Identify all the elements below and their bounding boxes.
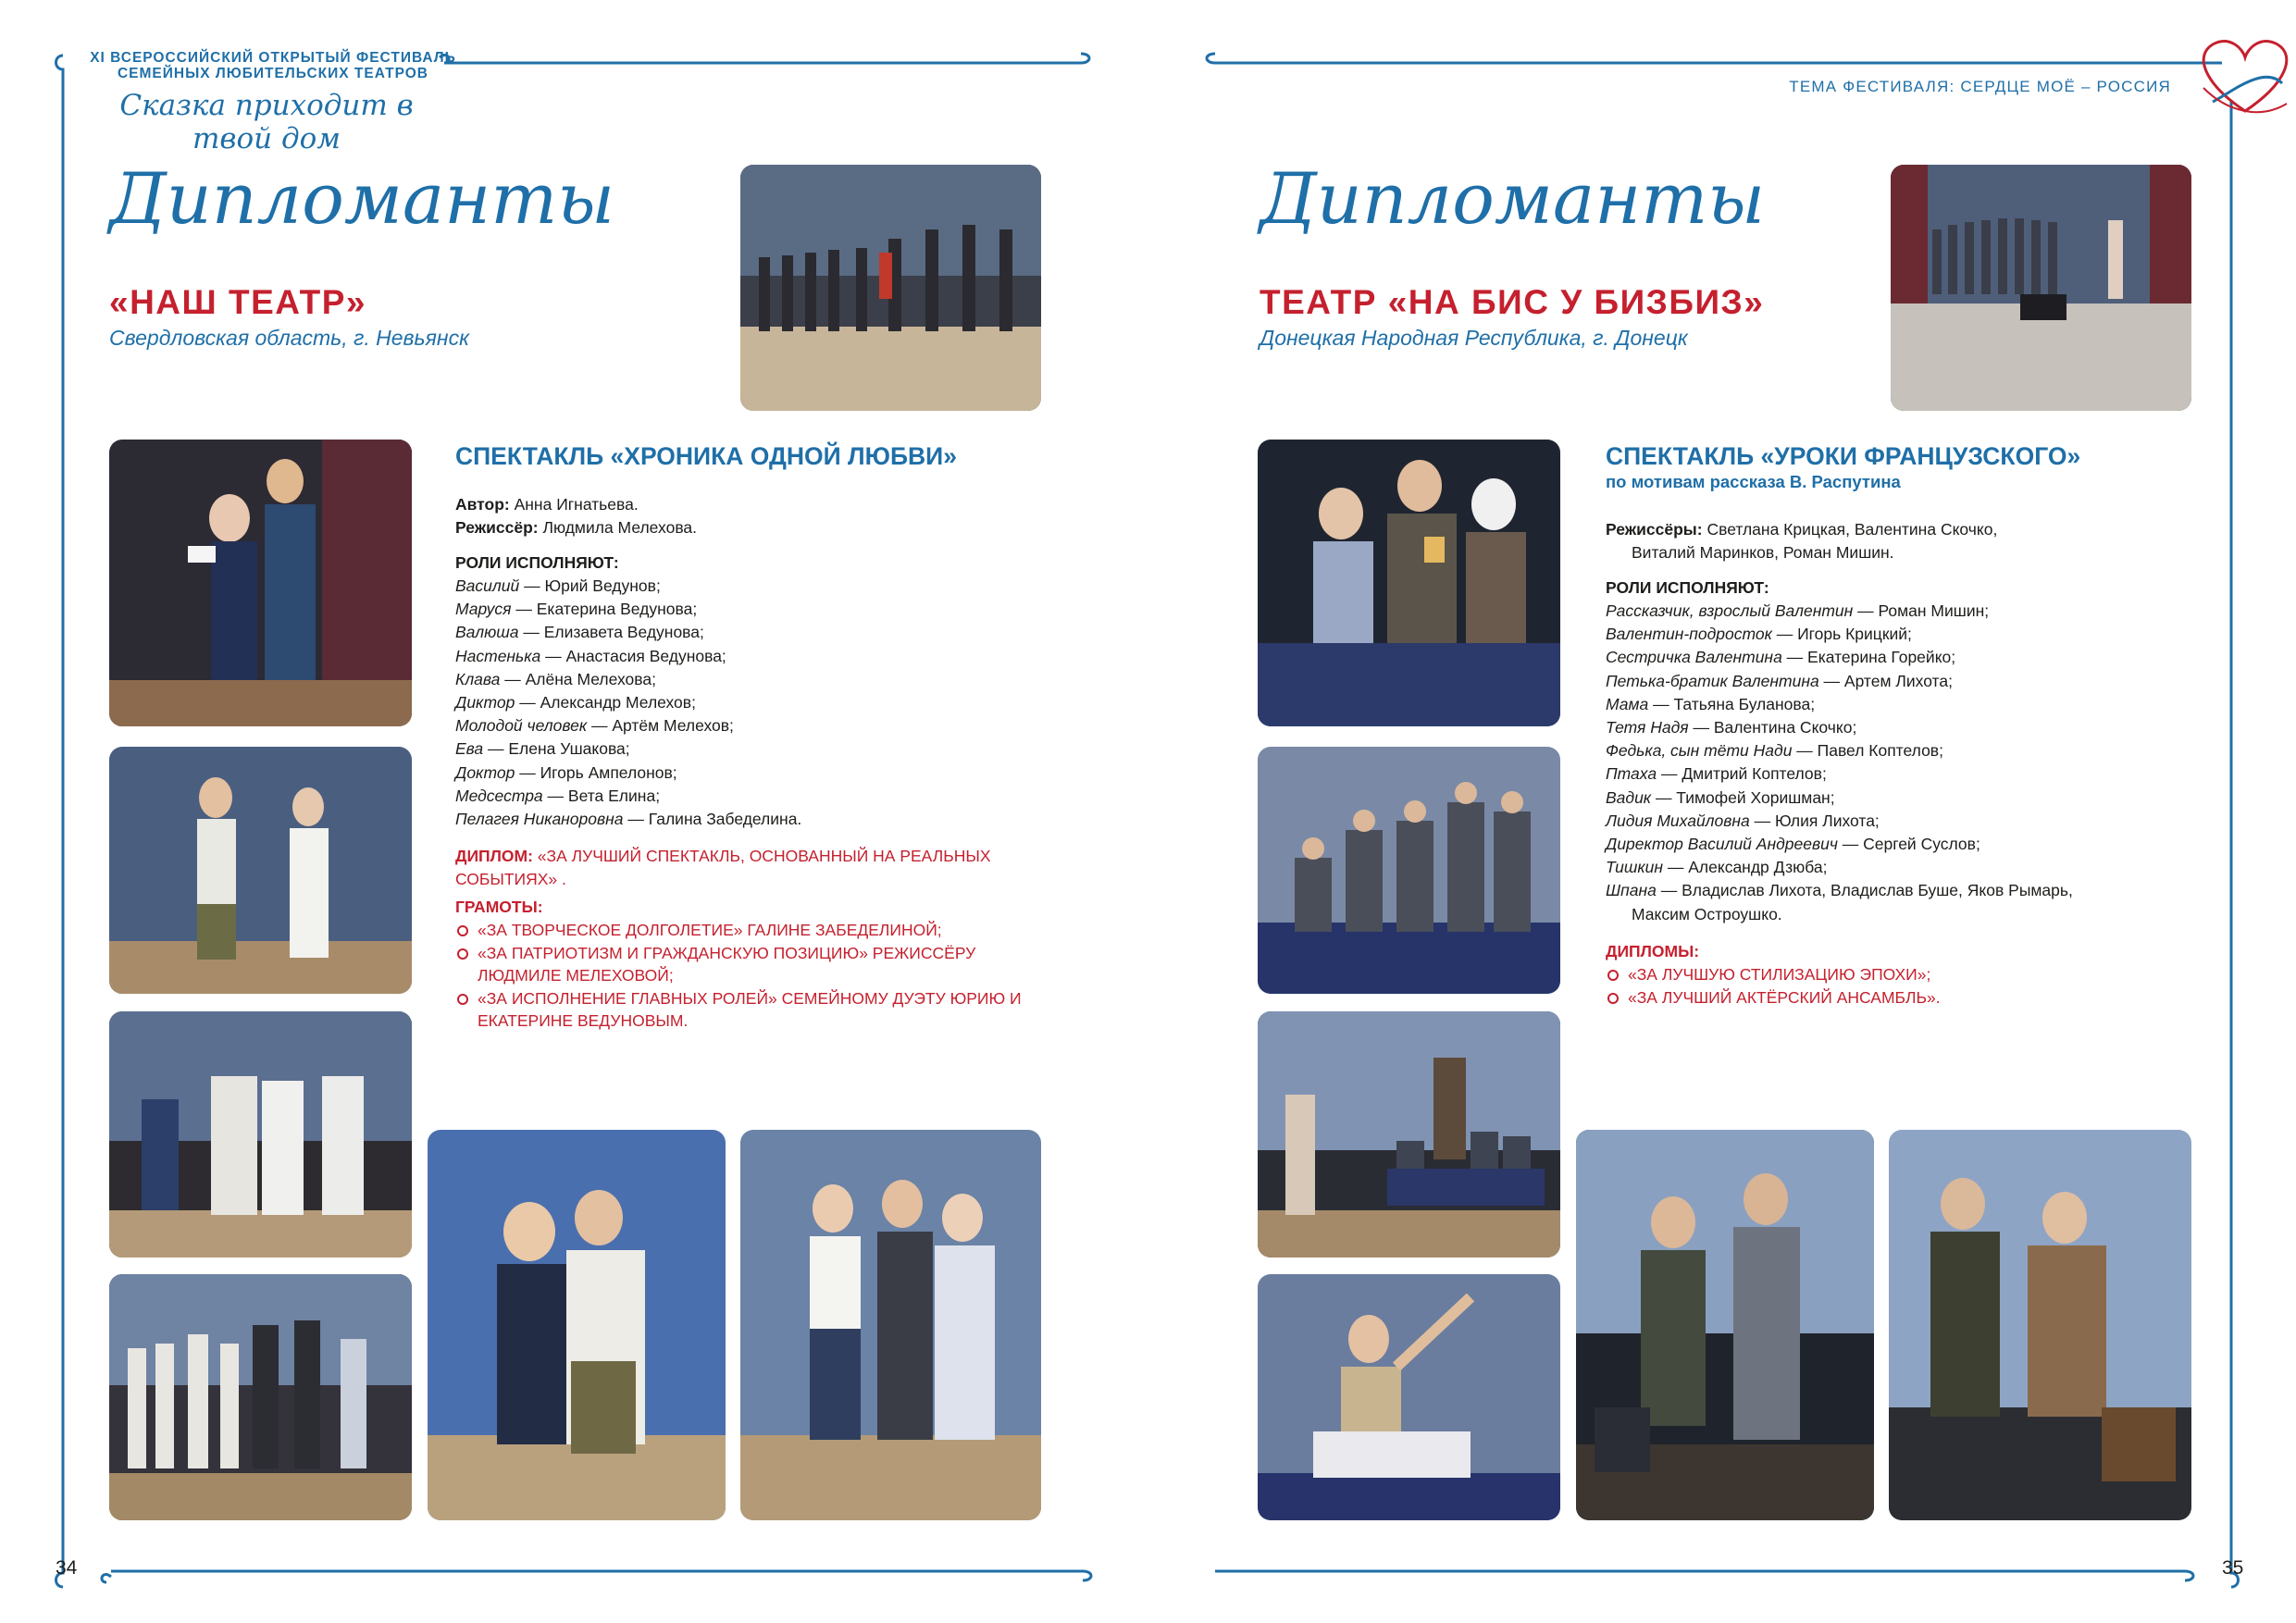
role-item: Максим Остроушко. — [1632, 904, 1782, 923]
photo-scene-1 — [109, 440, 412, 726]
photo-scene-6 — [740, 1130, 1041, 1520]
director: Людмила Мелехова. — [542, 518, 698, 537]
author: Анна Игнатьева. — [514, 495, 639, 514]
certificates-list — [455, 919, 1048, 1033]
certificate-item: «ЗА ТВОРЧЕСКОЕ ДОЛГОЛЕТИЕ» ГАЛИНЕ ЗАБЕДЕЛИНОЙ; — [455, 919, 1048, 942]
diploma-label: ДИПЛОМ: — [455, 847, 533, 865]
show-title: СПЕКТАКЛЬ «ХРОНИКА ОДНОЙ ЛЮБВИ» — [455, 442, 957, 470]
page-number: 34 — [56, 1557, 78, 1579]
role-item: Молодой человек — Артём Мелехов; — [455, 716, 734, 736]
show-subtitle: по мотивам рассказа В. Распутина — [1606, 472, 1901, 491]
photo-scene-5 — [1576, 1130, 1874, 1520]
role-item: Вадик — Тимофей Хоришман; — [1606, 787, 1835, 807]
right-page — [1148, 0, 2296, 1623]
role-item: Шпана — Владислав Лихота, Владислав Буше, Яков Рымарь, — [1606, 881, 2073, 900]
credits — [455, 493, 697, 539]
festival-header — [88, 50, 458, 81]
role-item: Рассказчик, взрослый Валентин — Роман Мишин; — [1606, 601, 1990, 620]
festival-line1: XI ВСЕРОССИЙСКИЙ ОТКРЫТЫЙ ФЕСТИВАЛЬ — [90, 50, 456, 66]
theatre-name: «НАШ ТЕАТР» — [109, 283, 366, 321]
photo-scene-3 — [1258, 1011, 1560, 1258]
diplomas-heading: ДИПЛОМЫ: — [1606, 942, 1700, 960]
diploma — [455, 845, 1029, 890]
roles-heading: РОЛИ ИСПОЛНЯЮТ: — [455, 553, 619, 572]
photo-curtain-call — [1891, 165, 2191, 411]
roles-heading: РОЛИ ИСПОЛНЯЮТ: — [1606, 578, 1769, 597]
role-item: Тетя Надя — Валентина Скочко; — [1606, 718, 1857, 737]
directors-label: Режиссёры: — [1606, 520, 1703, 539]
role-item: Настенька — Анастасия Ведунова; — [455, 646, 726, 665]
certificate-item: «ЗА ИСПОЛНЕНИЕ ГЛАВНЫХ РОЛЕЙ» СЕМЕЙНОМУ ДУЭТУ ЮРИЮ И ЕКАТЕРИНЕ ВЕДУНОВЫМ. — [455, 987, 1048, 1033]
role-item: Петька-братик Валентина — Артем Лихота; — [1606, 671, 1953, 690]
role-item: Валюша — Елизавета Ведунова; — [455, 623, 704, 642]
section-title: Дипломанты — [1260, 157, 1766, 240]
certificates-heading: ГРАМОТЫ: — [455, 898, 543, 916]
role-item: Валентин-подросток — Игорь Крицкий; — [1606, 625, 1912, 644]
photo-curtain-call — [740, 165, 1041, 411]
diploma-text: «ЗА ЛУЧШИЙ СПЕКТАКЛЬ, ОСНОВАННЫЙ НА РЕАЛЬНЫХ СОБЫТИЯХ» . — [455, 847, 991, 888]
photo-scene-2 — [109, 747, 412, 994]
role-item: Директор Василий Андреевич — Сергей Суслов; — [1606, 835, 1980, 854]
photo-scene-3 — [109, 1011, 412, 1258]
roles-list — [455, 575, 801, 831]
role-item: Диктор — Александр Мелехов; — [455, 693, 696, 712]
festival-subtitle: Сказка приходит в твой дом — [119, 89, 414, 155]
role-item: Медсестра — Вета Елина; — [455, 786, 661, 805]
role-item: Пелагея Никаноровна — Галина Забеделина. — [455, 810, 802, 829]
photo-scene-4 — [109, 1274, 412, 1520]
page-number: 35 — [2222, 1557, 2244, 1579]
roles-list — [1606, 600, 2073, 926]
diploma-item: «ЗА ЛУЧШИЙ АКТЁРСКИЙ АНСАМБЛЬ». — [1606, 986, 2161, 1010]
section-title: Дипломанты — [109, 157, 615, 240]
show-title: СПЕКТАКЛЬ «УРОКИ ФРАНЦУЗСКОГО» — [1606, 442, 2081, 470]
diploma-item: «ЗА ЛУЧШУЮ СТИЛИЗАЦИЮ ЭПОХИ»; — [1606, 963, 2161, 986]
role-item: Василий — Юрий Ведунов; — [455, 576, 661, 595]
role-item: Тишкин — Александр Дзюба; — [1606, 858, 1828, 877]
theatre-region: Свердловская область, г. Невьянск — [109, 326, 469, 350]
role-item: Лидия Михайловна — Юлия Лихота; — [1606, 811, 1880, 830]
festival-line2: СЕМЕЙНЫХ ЛЮБИТЕЛЬСКИХ ТЕАТРОВ — [117, 66, 429, 81]
diplomas-list — [1606, 963, 2161, 1009]
role-item: Клава — Алёна Мелехова; — [455, 669, 656, 688]
role-item: Доктор — Игорь Ампелонов; — [455, 762, 677, 782]
theatre-region: Донецкая Народная Республика, г. Донецк — [1260, 326, 1688, 350]
role-item: Мама — Татьяна Буланова; — [1606, 694, 1816, 713]
festival-theme: ТЕМА ФЕСТИВАЛЯ: СЕРДЦЕ МОЁ – РОССИЯ — [1789, 78, 2171, 95]
role-item: Федька, сын тёти Нади — Павел Коптелов; — [1606, 741, 1943, 761]
photo-scene-5 — [428, 1130, 726, 1520]
directors — [1606, 518, 1997, 564]
author-label: Автор: — [455, 495, 510, 514]
director-label: Режиссёр: — [455, 518, 539, 537]
role-item: Сестричка Валентина — Екатерина Горейко; — [1606, 648, 1956, 667]
theatre-name: ТЕАТР «НА БИС У БИЗБИЗ» — [1260, 283, 1765, 321]
photo-scene-2 — [1258, 747, 1560, 994]
role-item: Ева — Елена Ушакова; — [455, 739, 630, 759]
directors-line2: Виталий Маринков, Роман Мишин. — [1632, 543, 1894, 562]
directors-line1: Светлана Крицкая, Валентина Скочко, — [1706, 520, 1998, 539]
heart-icon — [2203, 42, 2287, 113]
role-item: Птаха — Дмитрий Коптелов; — [1606, 764, 1827, 784]
photo-scene-6 — [1889, 1130, 2191, 1520]
certificate-item: «ЗА ПАТРИОТИЗМ И ГРАЖДАНСКУЮ ПОЗИЦИЮ» РЕЖИССЁРУ ЛЮДМИЛЕ МЕЛЕХОВОЙ; — [455, 942, 1048, 987]
photo-scene-4 — [1258, 1274, 1560, 1520]
photo-scene-1 — [1258, 440, 1560, 726]
role-item: Маруся — Екатерина Ведунова; — [455, 600, 698, 619]
